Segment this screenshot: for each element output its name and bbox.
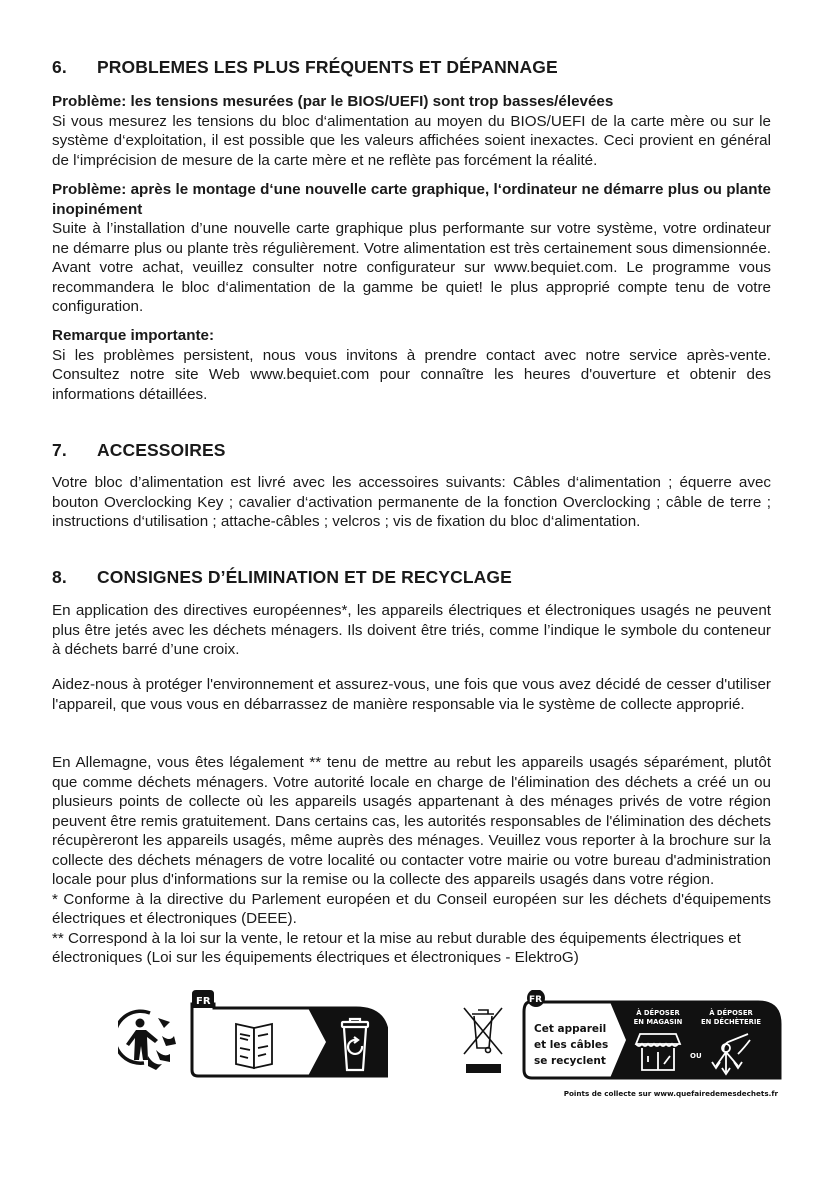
footnote-1: * Conforme à la directive du Parlement européen et du Conseil européen sur les déchets d'équipements électriques et électroniques (DEEE). [52, 890, 771, 927]
collection-points-footer: Points de collecte sur www.quefairedemesdechets.fr [563, 1089, 778, 1098]
note-subtitle: Remarque importante: [52, 327, 215, 344]
manual-icon [236, 1024, 272, 1068]
problem-text: Suite à l’installation d’une nouvelle carte graphique plus performante sur votre système, votre ordinateur ne démarre plus ou plante très régulièrement. Votre alimentation est très certainement sous dimensionnée. Avant votre achat, veuillez consulter notre configurateur sur www.bequiet.com. Le programme vous recommandera le bloc d‘alimentation de la gamme be quiet! le plus approprié compte tenu de votre configuration. [52, 220, 771, 315]
problem-subtitle: Problème: les tensions mesurées (par le BIOS/UEFI) sont trop basses/élevées [52, 93, 614, 110]
section-7-heading [52, 440, 226, 461]
paragraph: Aidez-nous à protéger l'environnement et assurez-vous, une fois que vous avez décidé de cesser d'utiliser l'appareil, que vous vous en débarrassez de manière responsable via le système de collecte approprié. [52, 676, 771, 713]
triman-icon [118, 1011, 176, 1070]
paragraph: Votre bloc d’alimentation est livré avec les accessoires suivants: Câbles d‘alimentation ; équerre avec bouton Overclocking Key ; cavalier d‘activation permanente de la fonction Overclocking ; câble de terre ; instructions d‘utilisation ; attache-câbles ; velcros ; vis de fixation du bloc d‘alimentation. [52, 474, 771, 530]
or-label: OU [690, 1052, 702, 1060]
note-text: Si les problèmes persistent, nous vous invitons à prendre contact avec notre service après-vente. Consultez notre site Web www.bequiet.com pour connaître les heures d'ouverture et obtenir des informations détaillées. [52, 346, 771, 403]
section-number: 6. [52, 57, 67, 77]
accessories-paragraph [52, 473, 771, 532]
problem-text: Si vous mesurez les tensions du bloc d‘alimentation au moyen du BIOS/UEFI de la carte mère ou sur le système d‘exploitation, il est possible que les valeurs affichées soient inexactes. Ceci provient en général de l‘imprécision de mesure de la carte mère et ne reflète pas forcément la réalité. [52, 112, 771, 169]
footnote-2: ** Correspond à la loi sur la vente, le retour et la mise au rebut durable des équipements électriques et électroniques (Loi sur les équipements électriques et électroniques - ElektroG) [52, 929, 741, 966]
section-6-heading [52, 57, 558, 78]
message-line: Cet appareil [534, 1023, 607, 1035]
message-line: et les câbles [534, 1039, 609, 1051]
section-number: 7. [52, 440, 67, 460]
paragraph: En application des directives européennes*, les appareils électriques et électroniques usagés ne peuvent plus être jetés avec les déchets ménagers. Ils doivent être triés, comme l’indique le symbole du conteneur à déchets barré d’une croix. [52, 602, 771, 658]
option2-line: À DÉPOSER [709, 1009, 753, 1017]
country-tag: FR [196, 996, 211, 1007]
section-8-heading [52, 567, 512, 588]
crossed-bin-icon [464, 1008, 502, 1054]
weee-recycling-logo [458, 990, 788, 1100]
option1-line: À DÉPOSER [636, 1009, 680, 1017]
problem-voltage [52, 92, 771, 170]
section-title: PROBLEMES LES PLUS FRÉQUENTS ET DÉPANNAGE [97, 57, 558, 77]
section-number: 8. [52, 567, 67, 587]
recycling-paragraph-2 [52, 675, 771, 714]
recycling-paragraph-3 [52, 753, 771, 968]
recycling-logos [0, 990, 822, 1110]
paragraph: En Allemagne, vous êtes légalement ** tenu de mettre au rebut les appareils usagés séparément, plutôt que comme déchets ménagers. Votre autorité locale en charge de l'élimination des déchets a créé un ou plusieurs points de collecte où les appareils usagés appartenant à des ménages privés de votre région peuvent être remis gratuitement. Dans certains cas, les autorités responsables de l'élimination des déchets récupèreront les appareils usagés, même auprès des ménages. Veuillez vous reporter à la brochure sur la collecte des déchets ménagers de votre localité ou contacter votre mairie ou votre bureau d'administration locale pour plus d'informations sur la remise ou la collecte des appareils usagés dans votre région. [52, 754, 771, 888]
message-line: se recyclent [534, 1055, 606, 1067]
option2-line: EN DÉCHÈTERIE [701, 1018, 761, 1026]
problem-graphics-card [52, 180, 771, 317]
option1-line: EN MAGASIN [633, 1018, 683, 1026]
problem-subtitle: Problème: après le montage d‘une nouvelle carte graphique, l‘ordinateur ne démarre plus ou plante inopinément [52, 181, 771, 218]
section-title: ACCESSOIRES [97, 440, 226, 460]
country-tag: FR [529, 995, 543, 1005]
important-note [52, 326, 771, 404]
section-title: CONSIGNES D’ÉLIMINATION ET DE RECYCLAGE [97, 567, 512, 587]
recycling-paragraph-1 [52, 601, 771, 660]
info-tri-logo [118, 990, 388, 1080]
